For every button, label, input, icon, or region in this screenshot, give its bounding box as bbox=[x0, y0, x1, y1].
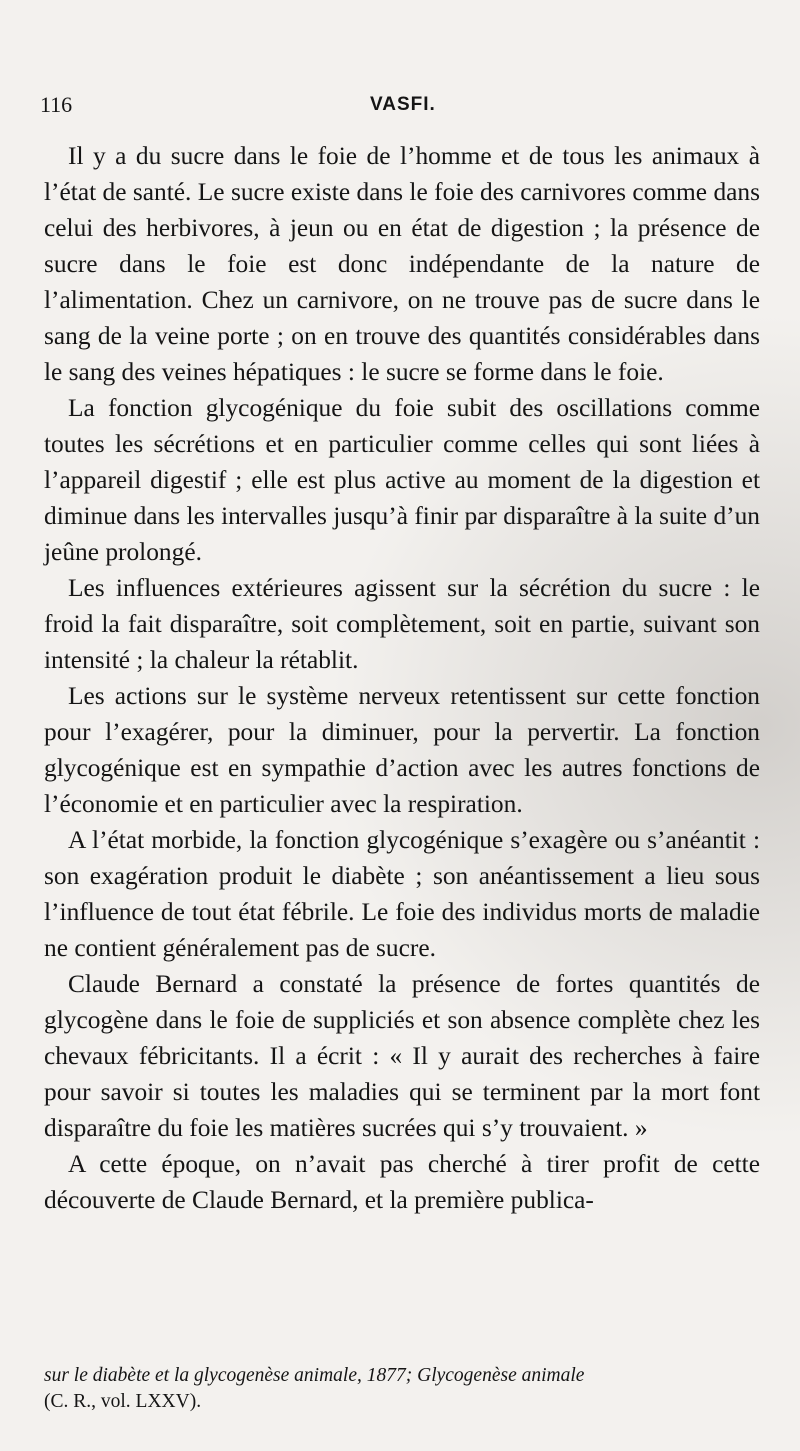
paragraph: La fonction glycogénique du foie subit des oscillations comme toutes les sécrétions et en particulier comme celles qui sont liées à l’appareil digestif ; elle est plus active au moment de la digestion et diminue dans les intervalles jusqu’à finir par disparaître à la suite d’un jeûne prolongé. bbox=[44, 394, 760, 566]
footnote-line: sur le diabète et la glycogenèse animale, 1877; Glycogenèse animale bbox=[44, 1365, 585, 1386]
paragraph: A cette époque, on n’avait pas cherché à tirer profit de cette découverte de Claude Bernard, et la première publica- bbox=[44, 1150, 760, 1214]
page-header bbox=[40, 92, 760, 128]
body-text bbox=[44, 138, 760, 1218]
paragraph: Claude Bernard a constaté la présence de fortes quantités de glycogène dans le foie de suppliciés et son absence complète chez les chevaux fébricitants. Il a écrit : « Il y aurait des recherches à faire pour savoir si toutes les maladies qui se terminent par la mort font disparaître du foie les matières sucrées qui s’y trouvaient. » bbox=[44, 970, 760, 1142]
page-number: 116 bbox=[40, 92, 73, 117]
paragraph: Les influences extérieures agissent sur la sécrétion du sucre : le froid la fait disparaître, soit complètement, soit en partie, suivant son intensité ; la chaleur la rétablit. bbox=[44, 574, 760, 674]
paragraph: Il y a du sucre dans le foie de l’homme et de tous les animaux à l’état de santé. Le sucre existe dans le foie des carnivores comme dans celui des herbivores, à jeun ou en état de digestion ; la présence de sucre dans le foie est donc indépendante de la nature de l’alimentation. Chez un carnivore, on ne trouve pas de sucre dans le sang de la veine porte ; on en trouve des quantités considérables dans le sang des veines hépatiques : le sucre se forme dans le foie. bbox=[44, 142, 760, 386]
footnote bbox=[44, 1363, 764, 1415]
footnote-line: (C. R., vol. LXXV). bbox=[44, 1391, 202, 1412]
paragraph: A l’état morbide, la fonction glycogénique s’exagère ou s’anéantit : son exagération produit le diabète ; son anéantissement a lieu sous l’influence de tout état fébrile. Le foie des individus morts de maladie ne contient généralement pas de sucre. bbox=[44, 826, 760, 962]
running-head: VASFI. bbox=[370, 94, 436, 115]
paragraph: Les actions sur le système nerveux retentissent sur cette fonction pour l’exagérer, pour la diminuer, pour la pervertir. La fonction glycogénique est en sympathie d’action avec les autres fonctions de l’économie et en particulier avec la respiration. bbox=[44, 682, 760, 818]
